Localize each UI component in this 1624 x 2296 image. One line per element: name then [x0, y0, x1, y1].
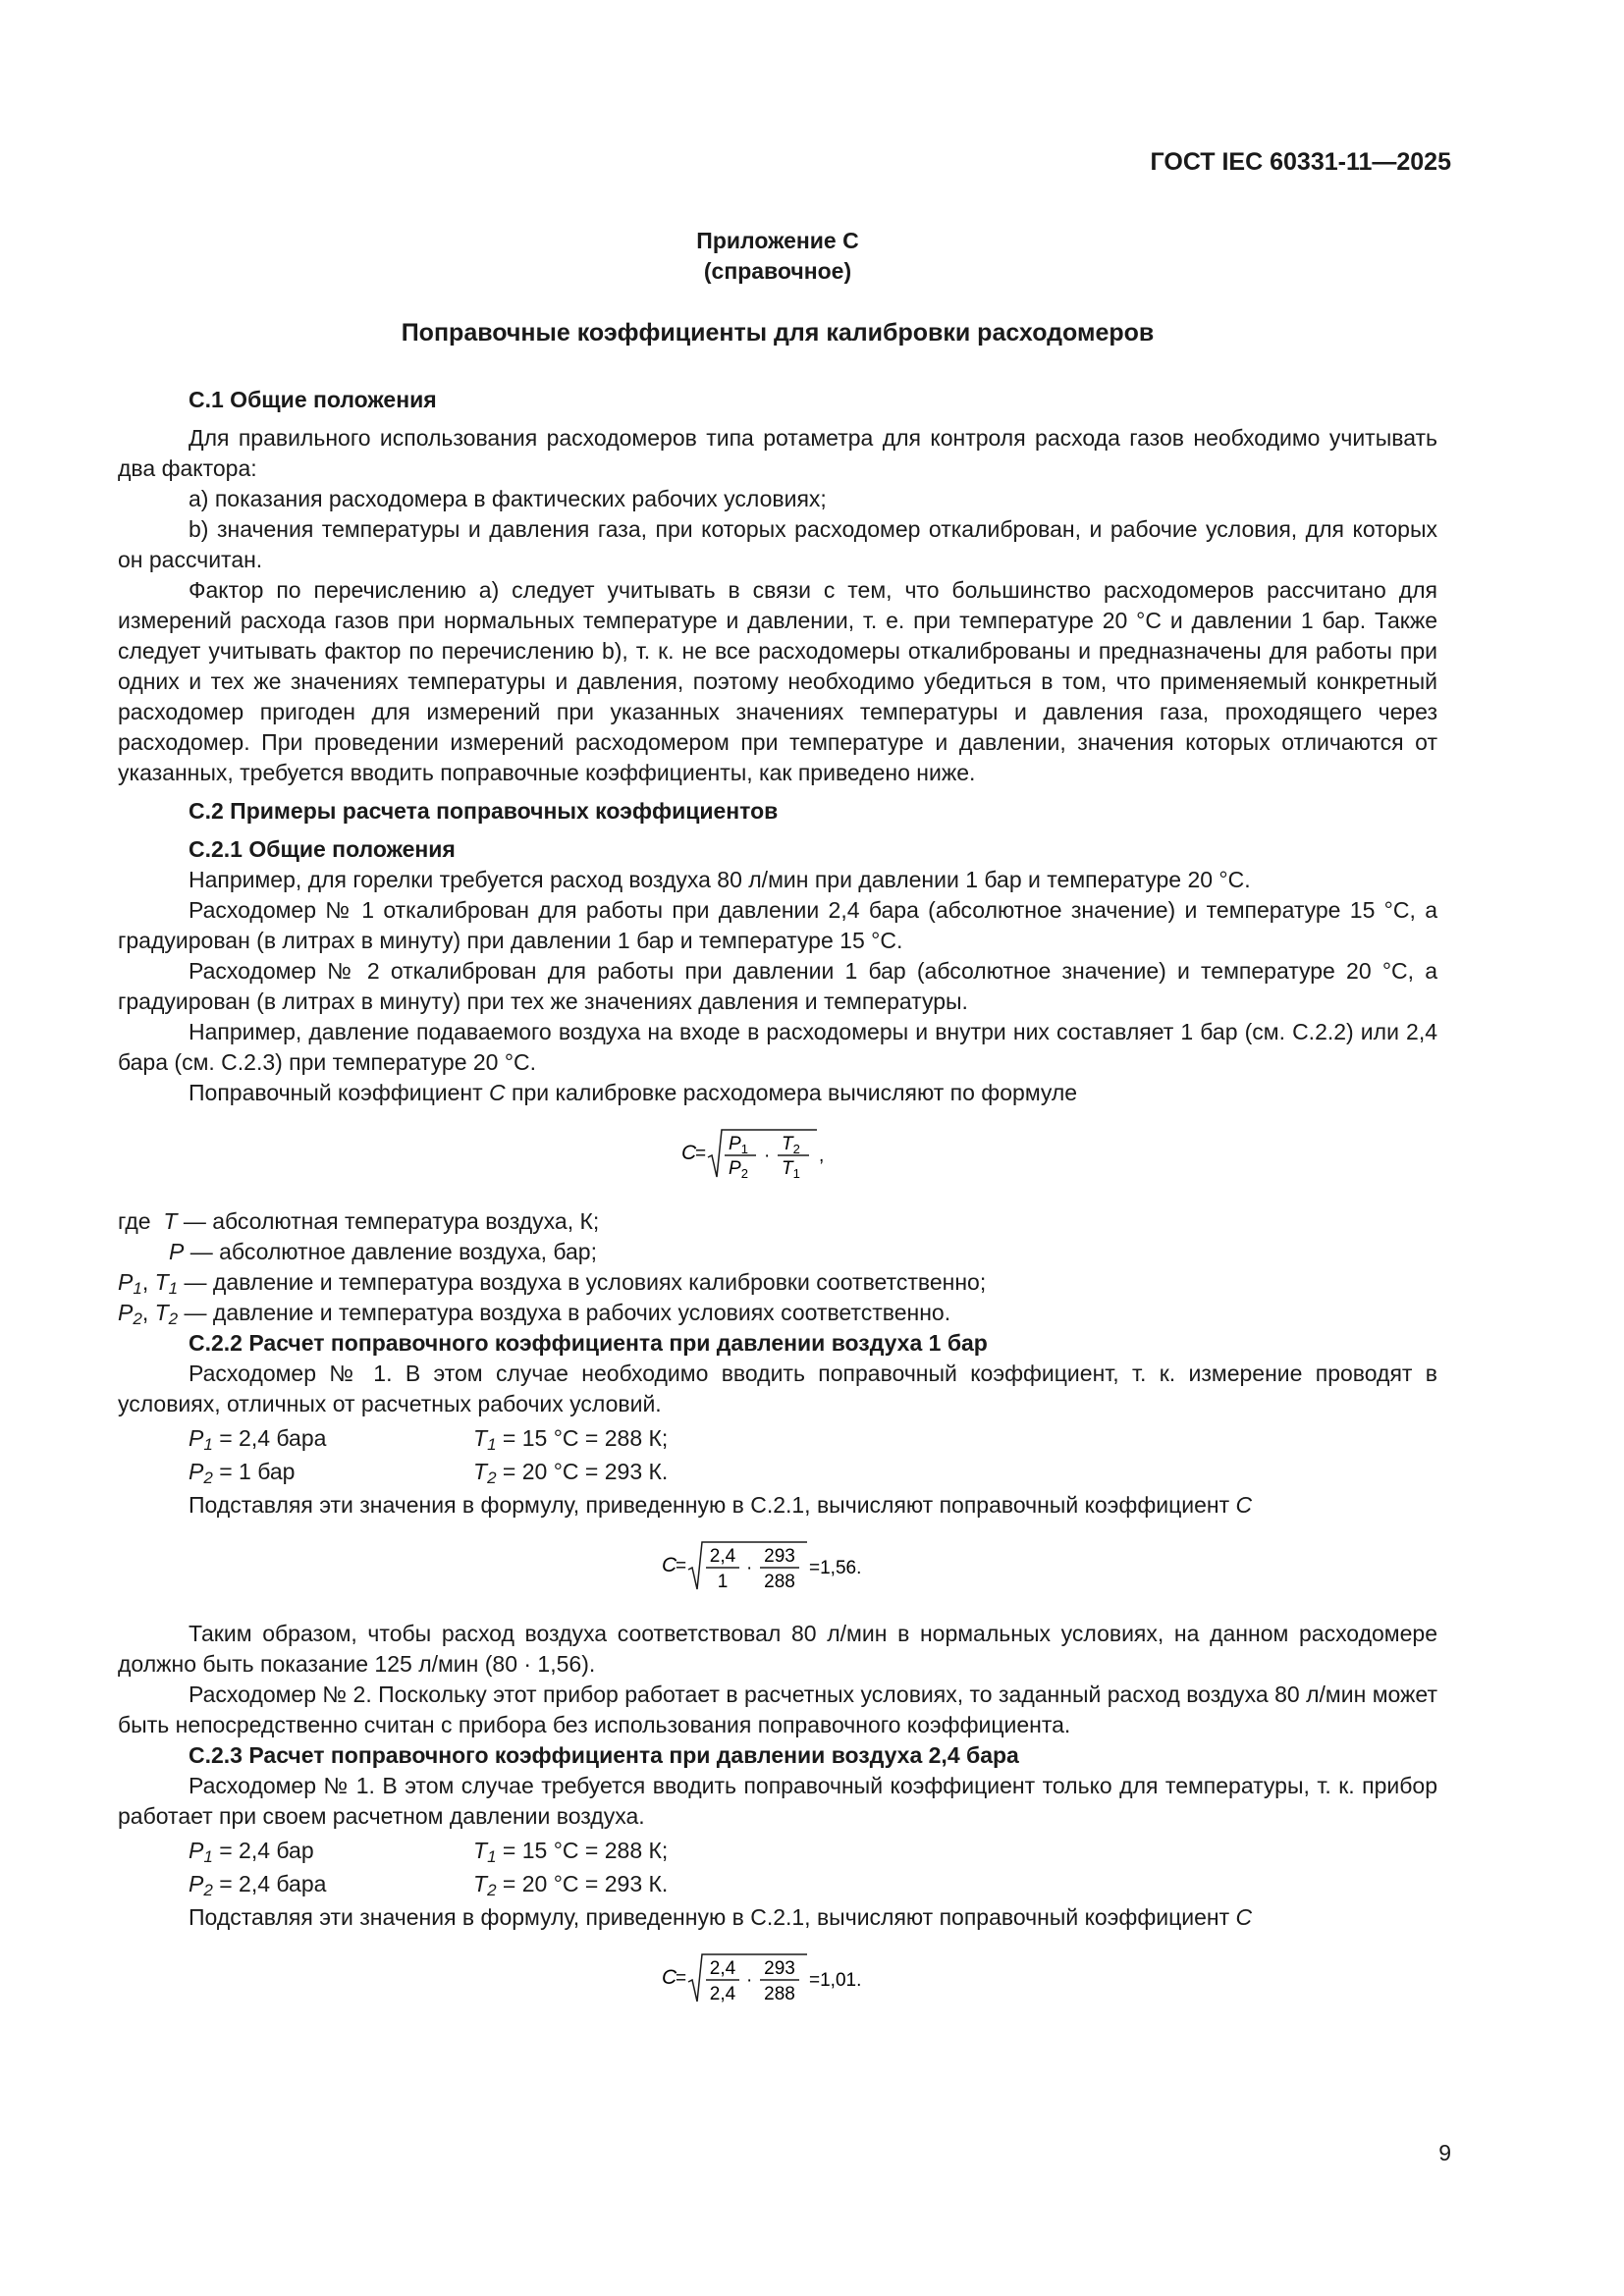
- value-t2: = 20 °С = 293 К.: [502, 1458, 669, 1484]
- value-p1: = 2,4 бара: [219, 1424, 327, 1451]
- paragraph: Например, давление подаваемого воздуха на входе в расходомеры и внутри них составляет 1 бар (см. С.2.2) или 2,4 бара (см. С.2.3) при температуре 20 °С.: [118, 1019, 1437, 1075]
- symbol-p1: $P_1$: [118, 1269, 142, 1298]
- formula-den1: 2,4: [709, 1984, 736, 2004]
- subsection-heading: С.2.2 Расчет поправочного коэффициента при давлении воздуха 1 бар: [189, 1330, 988, 1356]
- paragraph: Например, для горелки требуется расход воздуха 80 л/мин при давлении 1 бар и температуре 20 °С.: [189, 867, 1251, 892]
- symbol-c: C: [1235, 1904, 1253, 1930]
- document-body: [118, 385, 1437, 2031]
- symbol-p2: $P_2$: [118, 1300, 142, 1328]
- paragraph: Таким образом, чтобы расход воздуха соответствовал 80 л/мин в нормальных условиях, на данном расходомере должно быть показание 125 л/мин (80 · 1,56).: [118, 1621, 1437, 1677]
- symbol-c: C: [1235, 1492, 1253, 1518]
- formula-result: =1,01.: [809, 1970, 862, 1991]
- legend-line: $P_1$, $T_1$ — давление и температура воздуха в условиях калибровки соответственно;: [118, 1269, 987, 1298]
- values-row: $P_2 = 1$ бар $T_2 = 20$ °С = 293 К.: [189, 1458, 669, 1487]
- symbol-p: P: [169, 1239, 185, 1264]
- formula-equals: =: [676, 1556, 687, 1576]
- section-heading: С.2 Примеры расчета поправочных коэффициентов: [189, 798, 779, 824]
- paragraph: Расходомер № 1 откалиброван для работы при давлении 2,4 бара (абсолютное значение) и температуре 15 °С, а градуирован (в литрах в минуту) при давлении 1 бар и температуре 15 °С.: [118, 897, 1437, 953]
- legend-line: [118, 1237, 1437, 1267]
- legend-line: [118, 1206, 1437, 1237]
- formula-svg: [660, 1945, 895, 2013]
- formula-den2: 288: [764, 1572, 795, 1592]
- paragraph: Для правильного использования расходомеров типа ротаметра для контроля расхода газов необходимо учитывать два фактора:: [118, 425, 1437, 481]
- document-header: ГОСТ IEC 60331-11—2025: [1150, 148, 1451, 176]
- paragraph: Подставляя эти значения в формулу, приведенную в С.2.1, вычисляют поправочный коэффициент C: [189, 1904, 1253, 1930]
- value-p2: = 2,4 бара: [219, 1870, 327, 1896]
- sqrt-sign: [708, 1130, 817, 1177]
- formula-equals: =: [676, 1968, 687, 1989]
- formula-t1: $T_1$: [782, 1158, 800, 1181]
- paragraph: Расходомер № 1. В этом случае необходимо вводить поправочный коэффициент, т. к. измерение проводят в условиях, отличных от расчетных рабочих условий.: [118, 1361, 1437, 1416]
- legend-text: — абсолютное давление воздуха, бар;: [189, 1239, 597, 1264]
- list-item: b) значения температуры и давления газа, при которых расходомер откалиброван, и рабочие условия, для которых он рассчитан.: [118, 516, 1437, 572]
- values-row: $P_1 = 2,4$ бар $T_1 = 15$ °С = 288 К;: [189, 1837, 669, 1866]
- formula-p1: $P_1$: [729, 1134, 748, 1156]
- subsection-heading: С.2.3 Расчет поправочного коэффициента при давлении воздуха 2,4 бара: [189, 1742, 1019, 1768]
- value-t1: = 15 °С = 288 К;: [502, 1837, 669, 1863]
- formula-lhs: C: [662, 1554, 677, 1576]
- page-title: Поправочные коэффициенты для калибровки расходомеров: [401, 319, 1155, 347]
- values-block: [118, 1834, 1437, 1900]
- formula-svg: [679, 1120, 876, 1189]
- formula-den1: 1: [717, 1572, 729, 1592]
- annex-label: Приложение С: [696, 228, 859, 253]
- values-row: $P_1 = 2,4$ бара $T_1 = 15$ °С = 288 К;: [189, 1424, 669, 1454]
- value-t1: = 15 °С = 288 К;: [502, 1424, 669, 1451]
- paragraph: Расходомер № 2. Поскольку этот прибор работает в расчетных условиях, то заданный расход воздуха 80 л/мин может быть непосредственно считан с прибора без использования поправочного коэффициента.: [118, 1682, 1437, 1737]
- formula-dot: ·: [764, 1146, 771, 1166]
- annex-type: (справочное): [703, 258, 852, 284]
- formula-general: [118, 1120, 1437, 1189]
- legend-prefix: где: [118, 1208, 151, 1234]
- value-t2: = 20 °С = 293 К.: [502, 1870, 669, 1896]
- values-block: [118, 1421, 1437, 1488]
- formula-p2: $P_2$: [729, 1158, 748, 1181]
- value-p2: = 1 бар: [219, 1458, 296, 1484]
- paragraph: Фактор по перечислению a) следует учитывать в связи с тем, что большинство расходомеров рассчитано для измерений расхода газов при нормальных температуре и давлении, т. е. при температуре 20 °С и давлении 1 бар. Также следует учитывать фактор по перечислению b), т. к. не все расходомеры откалиброваны и предназначены для работы при одних и тех же значениях температуры и давления, поэтому необходимо убедиться в том, что применяемый конкретный расходомер пригоден для измерений при указанных значениях температуры и давления газа, проходящего через расходомер. При проведении измерений расходомером при температуре и давлении, значения которых отличаются от указанных, требуется вводить поправочные коэффициенты, как приведено ниже.: [118, 577, 1437, 785]
- value-p1: = 2,4 бар: [219, 1837, 314, 1863]
- formula-tail: ,: [819, 1146, 825, 1166]
- symbol-t2: $T_2$: [154, 1300, 179, 1328]
- paragraph: Подставляя эти значения в формулу, приведенную в С.2.1, вычисляют поправочный коэффициент C: [189, 1492, 1253, 1518]
- paragraph: Расходомер № 1. В этом случае требуется вводить поправочный коэффициент только для температуры, т. к. прибор работает при своем расчетном давлении воздуха.: [118, 1773, 1437, 1829]
- subsection-heading: С.2.1 Общие положения: [189, 836, 456, 862]
- symbol-t1: $T_1$: [154, 1269, 179, 1298]
- formula-lhs: C: [662, 1966, 677, 1989]
- legend-text: — давление и температура воздуха в условиях калибровки соответственно;: [184, 1269, 987, 1295]
- formula-num2: 293: [764, 1546, 795, 1567]
- formula-dot: ·: [746, 1970, 753, 1991]
- list-item: a) показания расходомера в фактических рабочих условиях;: [189, 486, 827, 511]
- formula-svg: [660, 1532, 895, 1601]
- formula-den2: 288: [764, 1984, 795, 2004]
- formula-num1: 2,4: [709, 1958, 736, 1979]
- formula-num2: 293: [764, 1958, 795, 1979]
- symbol-t: T: [163, 1208, 178, 1234]
- formula-dot: ·: [746, 1558, 753, 1578]
- formula-num1: 2,4: [709, 1546, 736, 1567]
- annex-heading: [118, 226, 1437, 287]
- legend-text: — абсолютная температура воздуха, К;: [183, 1208, 600, 1234]
- legend-text: — давление и температура воздуха в рабочих условиях соответственно.: [184, 1300, 951, 1325]
- values-row: $P_2 = 2,4$ бара $T_2 = 20$ °С = 293 К.: [189, 1870, 669, 1899]
- paragraph: Расходомер № 2 откалиброван для работы при давлении 1 бар (абсолютное значение) и температуре 20 °С, а градуирован (в литрах в минуту) при тех же значениях давления и температуры.: [118, 958, 1437, 1014]
- paragraph: Поправочный коэффициент C при калибровке расходомера вычисляют по формуле: [189, 1080, 1078, 1105]
- symbol-c: C: [489, 1080, 506, 1105]
- symbol-legend: [118, 1206, 1437, 1328]
- legend-line: $P_2$, $T_2$ — давление и температура воздуха в рабочих условиях соответственно.: [118, 1300, 951, 1328]
- formula-lhs: C: [681, 1142, 697, 1164]
- formula-result: =1,56.: [809, 1558, 862, 1578]
- formula-s23: [118, 1945, 1437, 2013]
- formula-equals: =: [695, 1144, 707, 1164]
- formula-s22: [118, 1532, 1437, 1601]
- formula-t2: $T_2$: [782, 1134, 800, 1156]
- page-number: 9: [1438, 2140, 1451, 2165]
- section-heading: С.1 Общие положения: [189, 387, 437, 412]
